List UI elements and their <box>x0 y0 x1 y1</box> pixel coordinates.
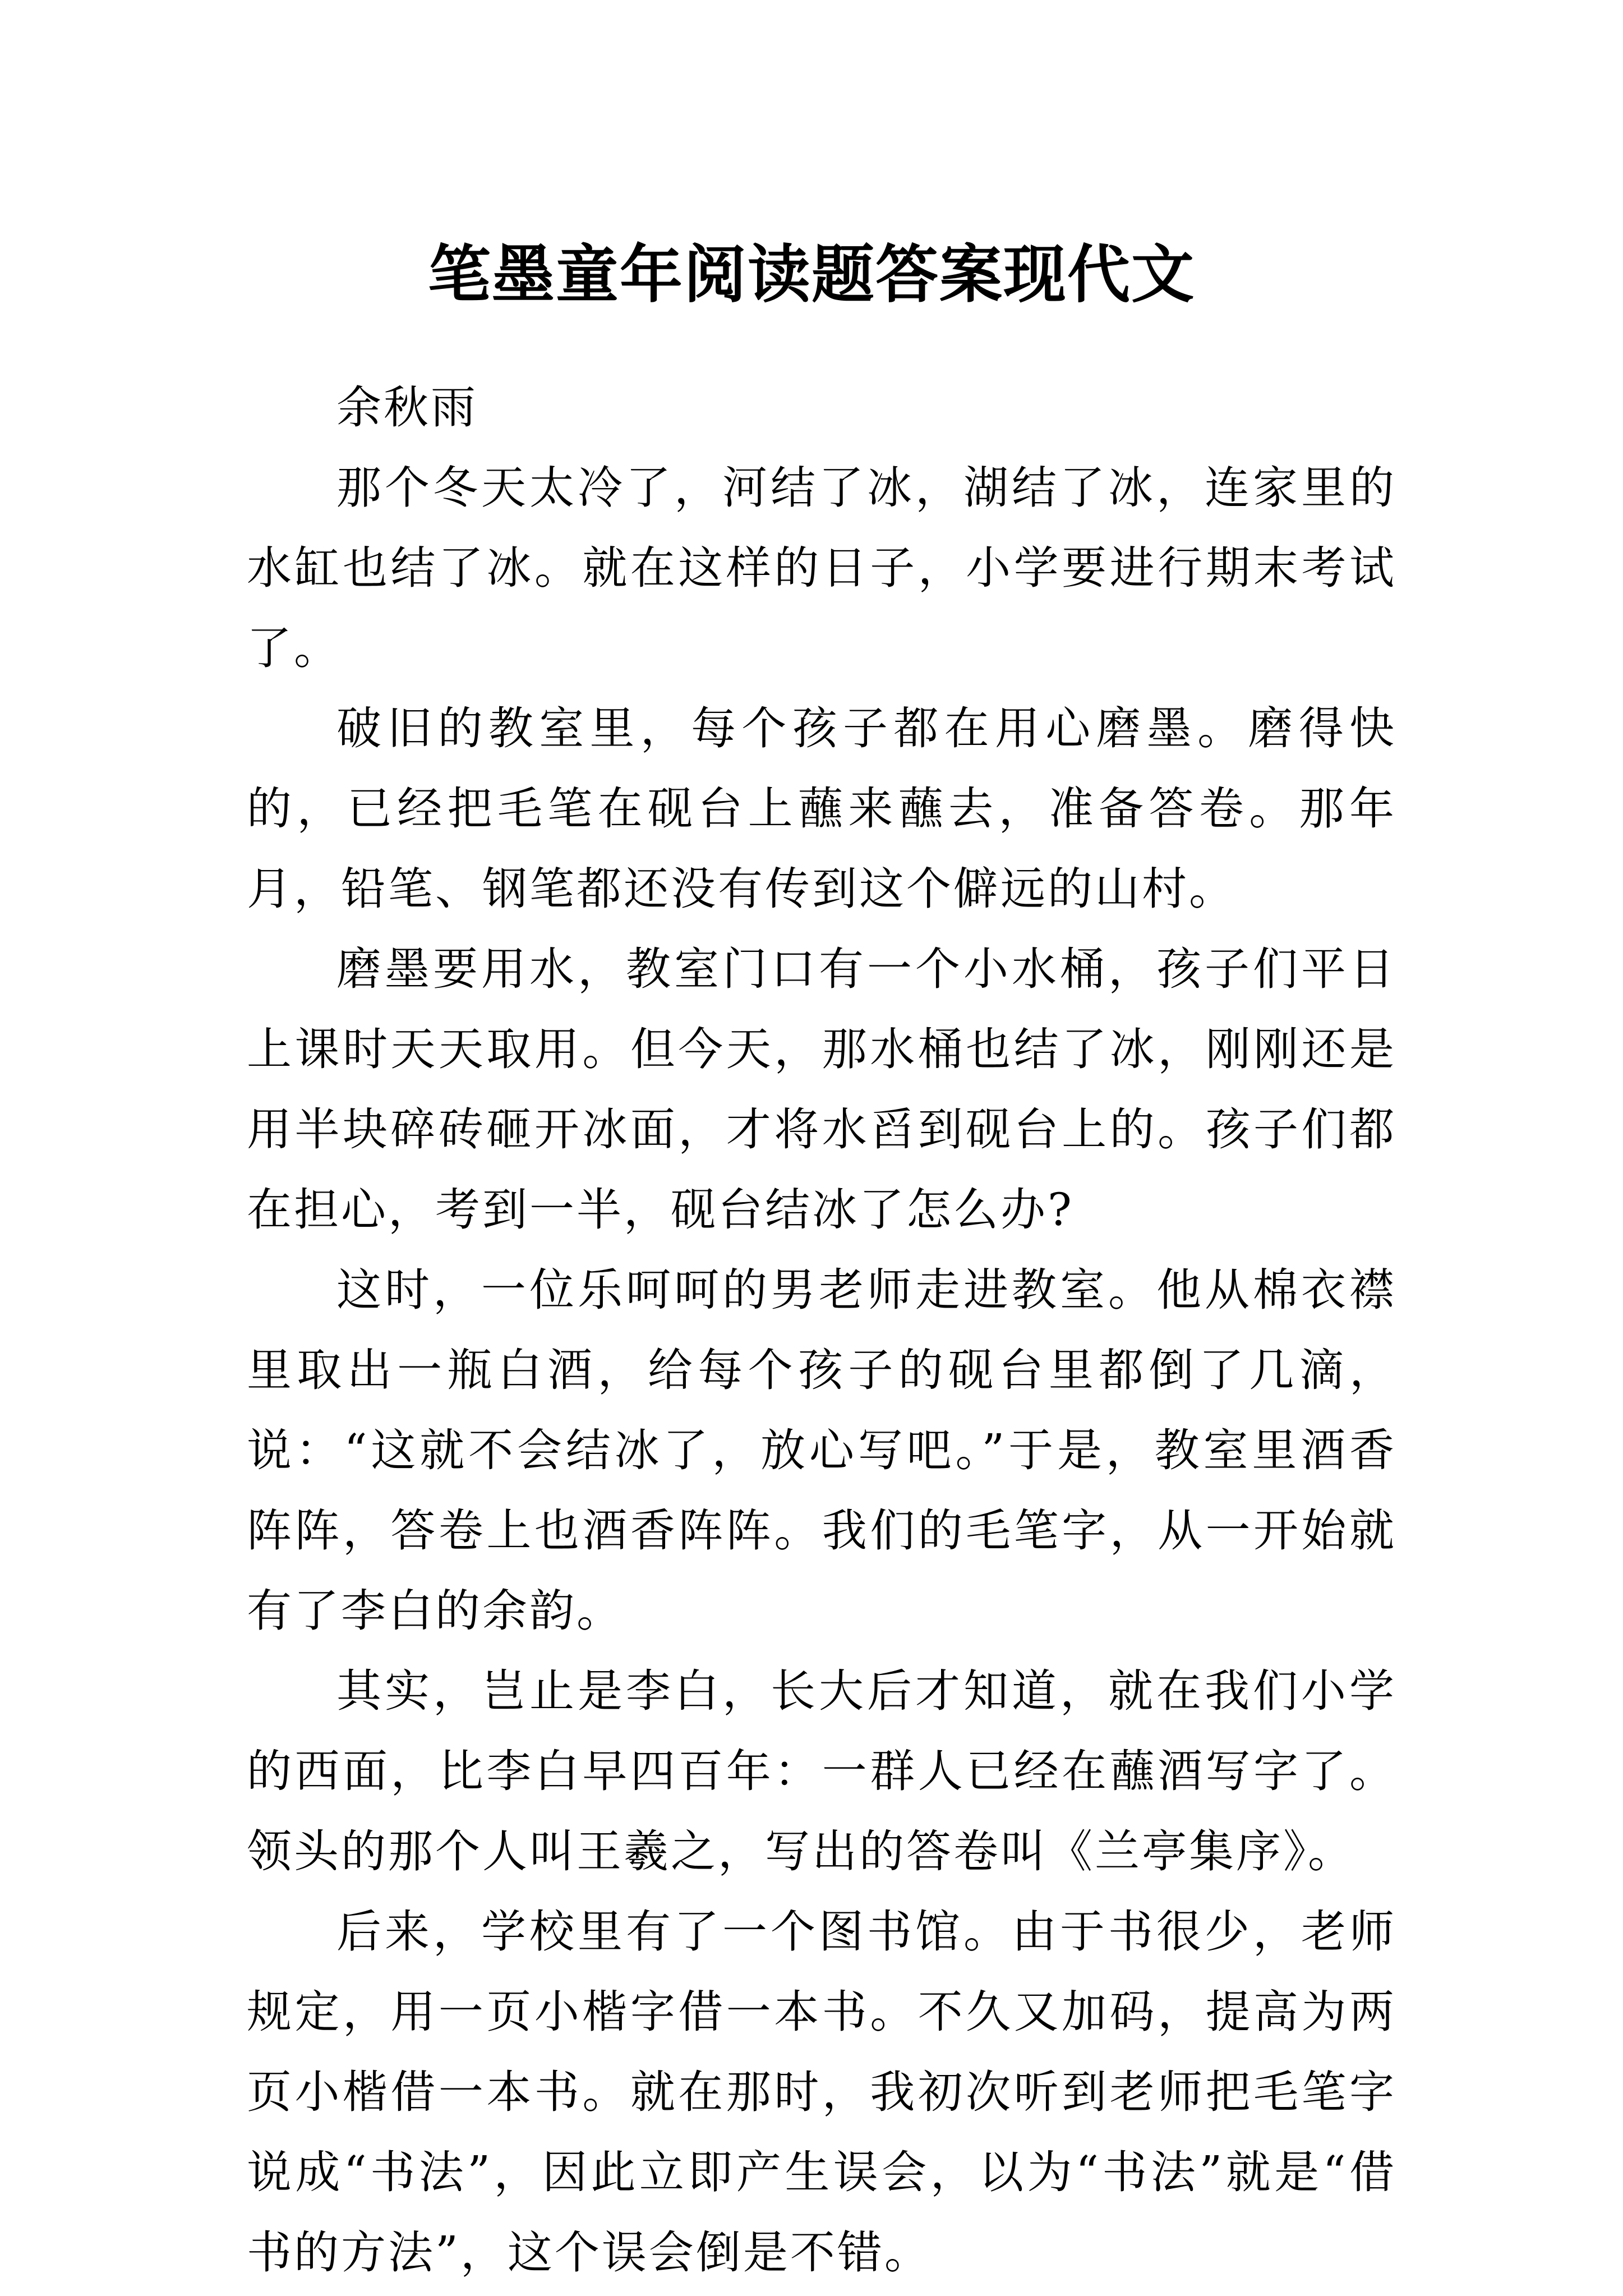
document-body <box>247 367 1396 2293</box>
paragraph-2: 破旧的教室里，每个孩子都在用心磨墨。磨得快的，已经把毛笔在砚台上蘸来蘸去，准备答卷。那年月，铅笔、钢笔都还没有传到这个僻远的山村。 <box>247 702 1396 915</box>
paragraph-6: 后来，学校里有了一个图书馆。由于书很少，老师规定，用一页小楷字借一本书。不久又加码，提高为两页小楷借一本书。就在那时，我初次听到老师把毛笔字说成“书法”，因此立即产生误会，以为“书法”就是“借书的方法”，这个误会倒是不错。 <box>247 1906 1396 2279</box>
author-line: 余秋雨 <box>336 381 478 434</box>
paragraph-1: 那个冬天太冷了，河结了冰，湖结了冰，连家里的水缸也结了冰。就在这样的日子，小学要进行期末考试了。 <box>247 462 1396 674</box>
paragraph-3: 磨墨要用水，教室门口有一个小水桶，孩子们平日上课时天天取用。但今天，那水桶也结了冰，刚刚还是用半块碎砖砸开冰面，才将水舀到砚台上的。孩子们都在担心，考到一半，砚台结冰了怎么办? <box>247 943 1396 1236</box>
paragraph-5: 其实，岂止是李白，长大后才知道，就在我们小学的西面，比李白早四百年：一群人已经在蘸酒写字了。领头的那个人叫王羲之，写出的答卷叫《兰亭集序》。 <box>247 1665 1396 1878</box>
paragraph-4: 这时，一位乐呵呵的男老师走进教室。他从棉衣襟里取出一瓶白酒，给每个孩子的砚台里都倒了几滴，说：“这就不会结冰了，放心写吧。”于是，教室里酒香阵阵，答卷上也酒香阵阵。我们的毛笔字，从一开始就有了李白的余韵。 <box>247 1264 1396 1637</box>
document-title: 笔墨童年阅读题答案现代文 <box>428 238 1195 312</box>
